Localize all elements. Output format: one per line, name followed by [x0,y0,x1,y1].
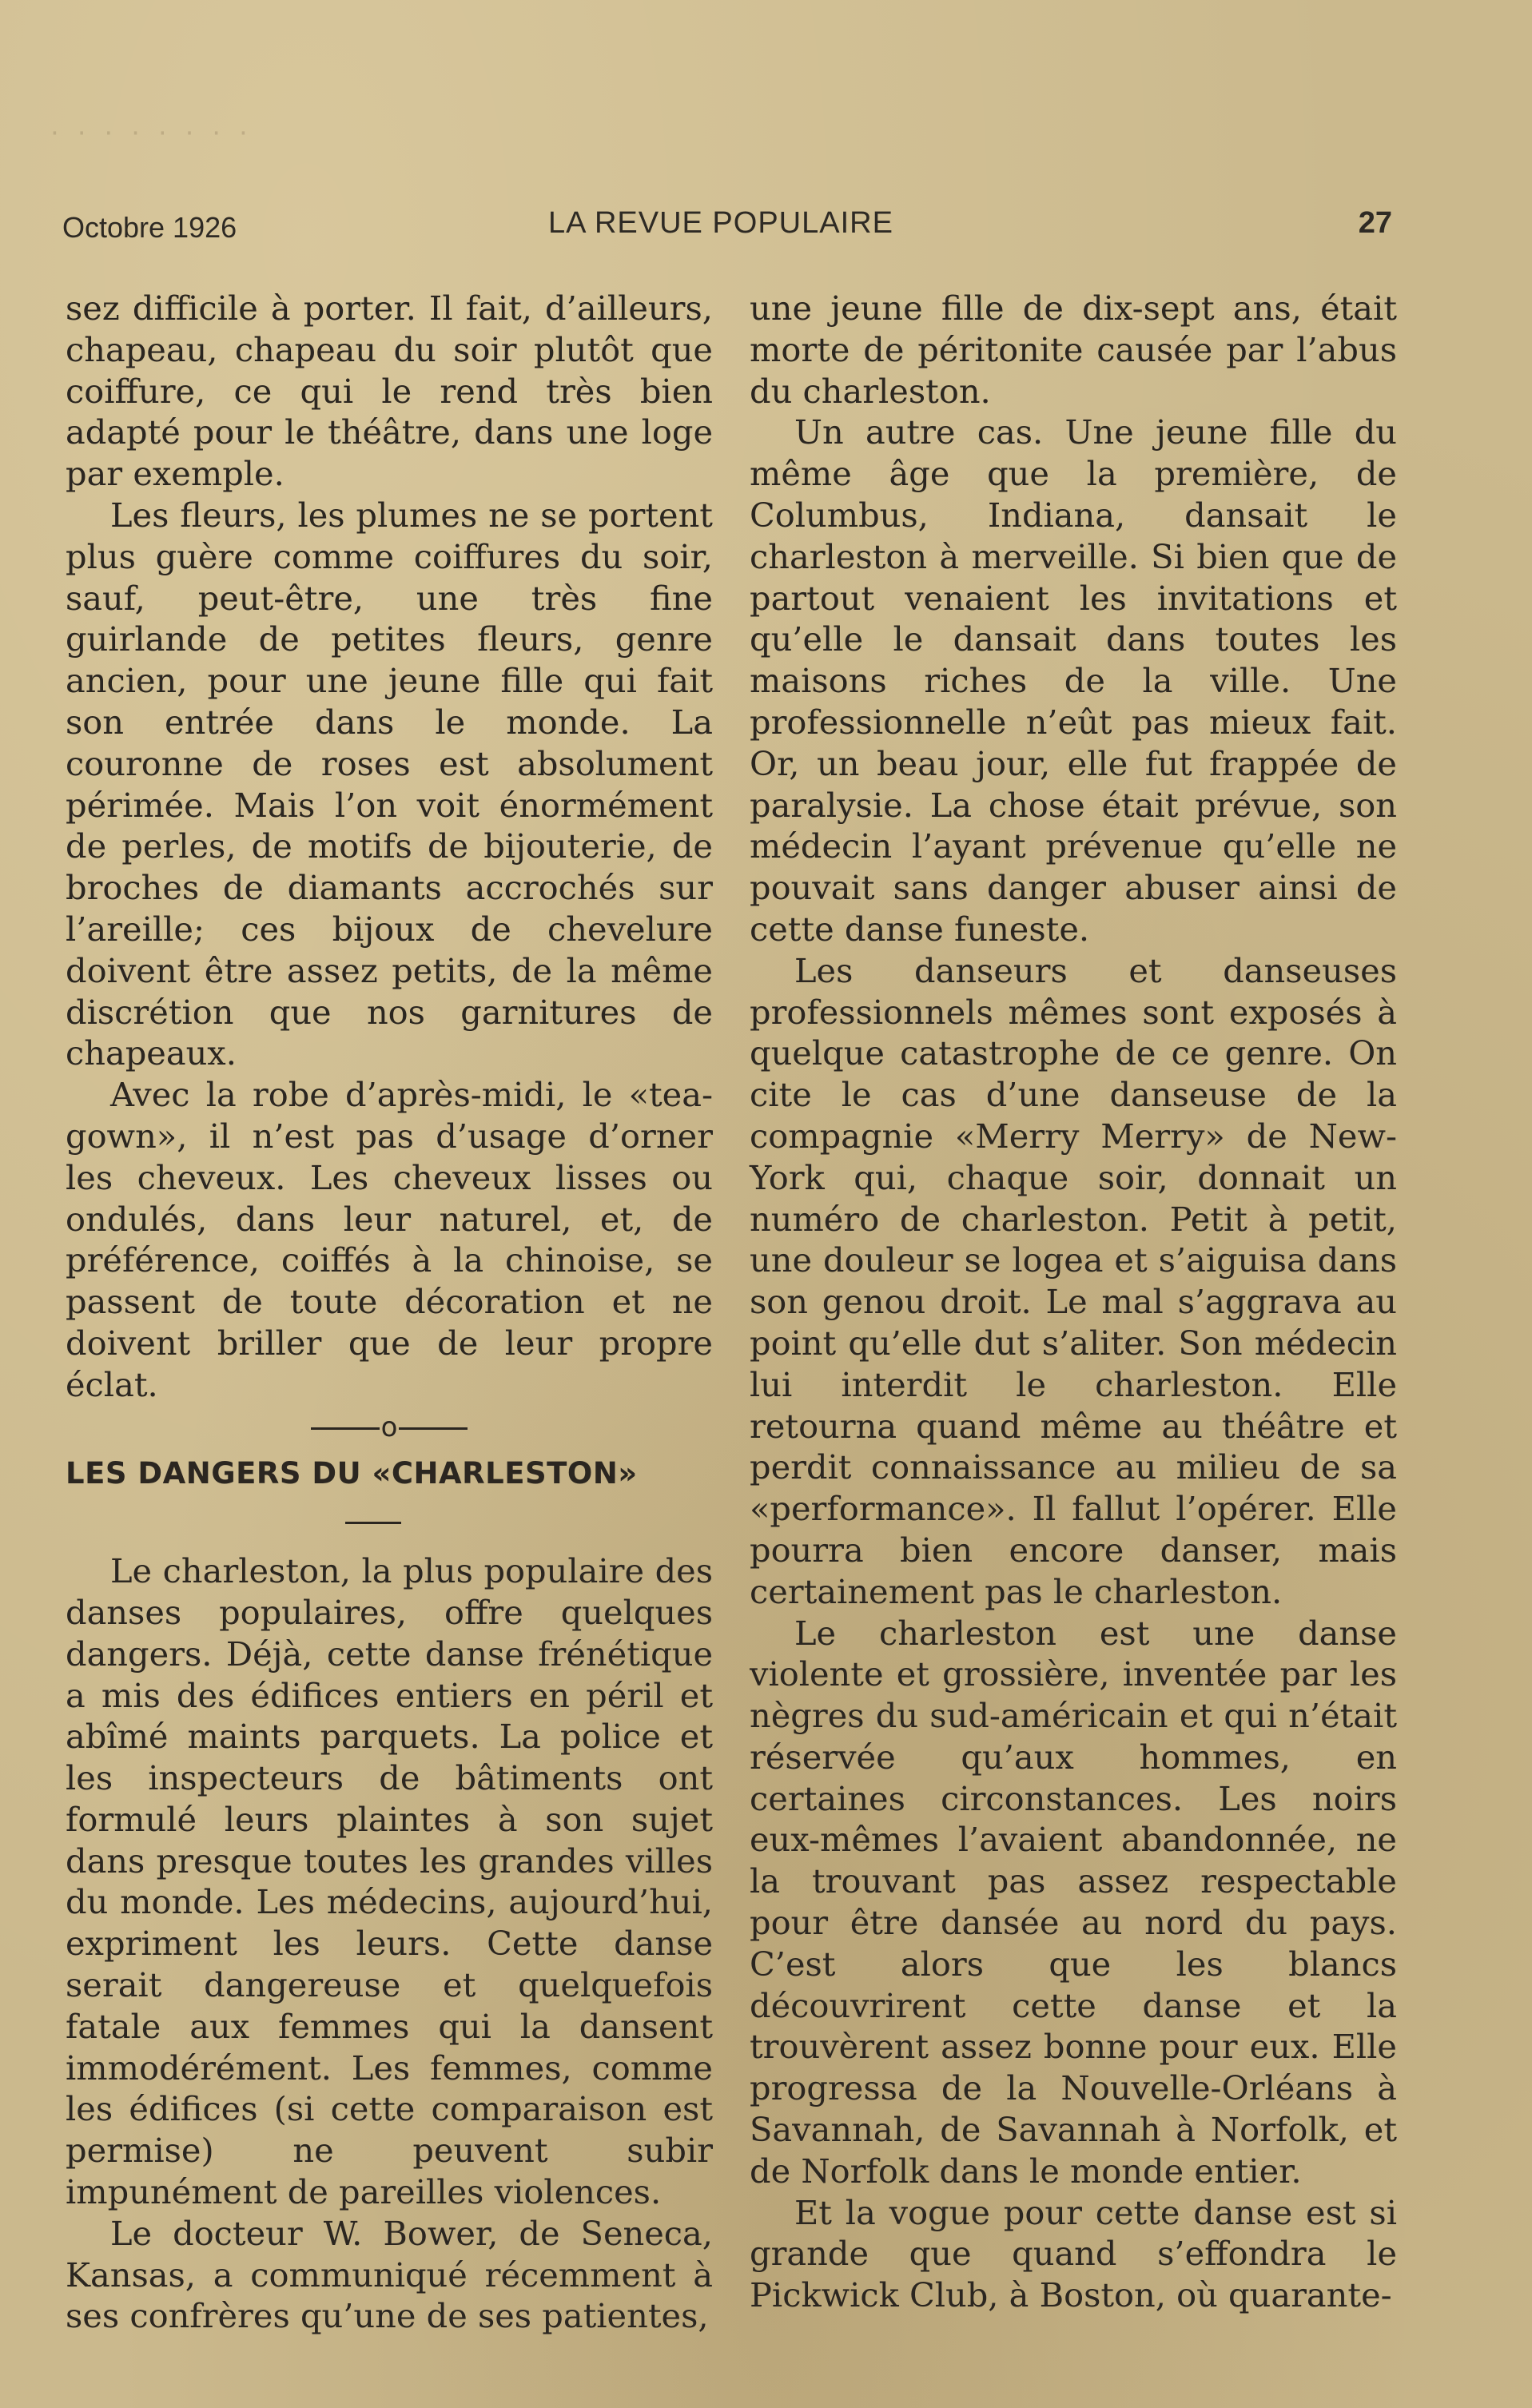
article-title: LES DANGERS DU «CHARLESTON» [66,1456,638,1491]
page-number: 27 [1358,206,1392,240]
paragraph: Les danseurs et danseuses professionnels mêmes sont exposés à quelque catastrophe de ce genre. On cite le cas d’une danseuse de la compagnie «Merry Merry» de New-York qui, chaque soir, donnait un numéro de charleston. Petit à petit, une douleur se logea et s’aiguisa dans son genou droit. Le mal s’aggrava au point qu’elle dut s’aliter. Son médecin lui interdit le charleston. Elle retourna quand même au théâtre et perdit connaissance au milieu de sa «performance». Il fallut l’opérer. Elle pourra bien encore danser, mais certainement pas le charleston. [750,950,1397,1611]
left-column [66,288,713,2337]
paragraph: une jeune fille de dix-sept ans, était morte de péritonite causée par l’abus du charleston. [750,289,1397,411]
separator-mark: o [380,1411,398,1444]
issue-date: Octobre 1926 [62,211,237,244]
paragraph: sez difficile à porter. Il fait, d’ailleurs, chapeau, chapeau du soir plutôt que coiffure, ce qui le rend très bien adapté pour le théâtre, dans une loge par exemple. [66,289,713,494]
paragraph: Avec la robe d’après-midi, le «tea-gown», il n’est pas d’usage d’orner les cheveux. Les cheveux lisses ou ondulés, dans leur naturel, et, de préférence, coiffés à la chinoise, se passent de toute décoration et ne doivent briller que de leur propre éclat. [66,1075,713,1404]
paragraph: Le charleston est une danse violente et grossière, inventée par les nègres du sud-américain et qui n’était réservée qu’aux hommes, en certaines circonstances. Les noirs eux-mêmes l’avaient abandonnée, ne la trouvant pas assez respectable pour être dansée au nord du pays. C’est alors que les blancs découvrirent cette danse et la trouvèrent assez bonne pour eux. Elle progressa de la Nouvelle-Orléans à Savannah, de Savannah à Norfolk, et de Norfolk dans le monde entier. [750,1613,1397,2191]
right-column [750,288,1397,2316]
paragraph: Le docteur W. Bower, de Seneca, Kansas, a communiqué récemment à ses confrères qu’une de ses patientes, [66,2213,713,2336]
paragraph: Un autre cas. Une jeune fille du même âge que la première, de Columbus, Indiana, dansait le charleston à merveille. Si bien que de partout venaient les invitations et qu’elle le dansait dans toutes les maisons riches de la ville. Une professionnelle n’eût pas mieux fait. Or, un beau jour, elle fut frappée de paralysie. La chose était prévue, son médecin l’ayant prévenue qu’elle ne pouvait sans danger abuser ainsi de cette danse funeste. [750,412,1397,949]
paragraph: Le charleston, la plus populaire des danses populaires, offre quelques dangers. Déjà, cette danse frénétique a mis des édifices entiers en péril et abîmé maints parquets. La police et les inspecteurs de bâtiments ont formulé leurs plaintes à son sujet dans presque toutes les grandes villes du monde. Les médecins, aujourd’hui, expriment les leurs. Cette danse serait dangereuse et quelquefois fatale aux femmes qui la dansent immodérément. Les femmes, comme les édifices (si cette comparaison est permise) ne peuvent subir impunément de pareilles violences. [66,1551,713,2212]
paragraph: Les fleurs, les plumes ne se portent plus guère comme coiffures du soir, sauf, peut-être, une très fine guirlande de petites fleurs, genre ancien, pour une jeune fille qui fait son entrée dans le monde. La couronne de roses est absolument périmée. Mais l’on voit énormément de perles, de motifs de bijouterie, de broches de diamants accrochés sur l’areille; ces bijoux de chevelure doivent être assez petits, de la même discrétion que nos garnitures de chapeaux. [66,495,713,1073]
paragraph: Et la vogue pour cette danse est si grande que quand s’effondra le Pickwick Club, à Boston, où quarante- [750,2192,1397,2315]
journal-title: LA REVUE POPULAIRE [548,206,893,240]
title-rule [66,1495,713,1550]
running-header [62,206,1392,246]
section-separator [66,1406,713,1447]
faded-stamp-mark: · · · · · · · · [48,120,250,146]
